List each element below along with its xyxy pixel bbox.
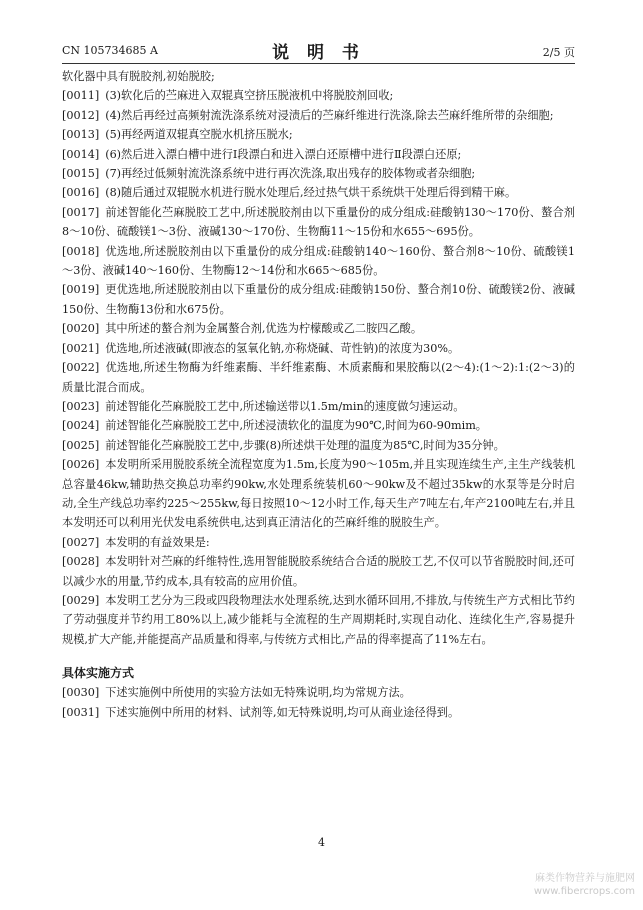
- paragraph-number: [0015]: [62, 167, 100, 181]
- paragraph-number: [0025]: [62, 438, 100, 452]
- page-indicator: 2/5 页: [542, 46, 575, 59]
- paragraph-number: [0031]: [62, 705, 100, 719]
- paragraph: [62, 533, 575, 552]
- paragraph: [62, 183, 575, 202]
- paragraph-text: 优选地,所述脱胶剂由以下重量份的成分组成:硅酸钠140～160份、螯合剂8～10份、硫酸镁1～3份、液碱140～160份、生物酶12～14份和水665～685份。: [62, 244, 575, 278]
- page-header: [62, 38, 575, 62]
- paragraph-text: (5)再经两道双辊真空脱水机挤压脱水;: [105, 128, 293, 142]
- section-heading: 具体实施方式: [62, 666, 135, 681]
- paragraph-number: [0013]: [62, 128, 100, 142]
- paragraph-text: 更优选地,所述脱胶剂由以下重量份的成分组成:硅酸钠150份、螯合剂10份、硫酸镁2份、液碱150份、生物酶13份和水675份。: [62, 283, 575, 316]
- paragraph: [62, 358, 575, 397]
- paragraph: [62, 683, 575, 702]
- paragraph: [62, 552, 575, 591]
- paragraph: [62, 67, 575, 86]
- watermark-url: www.fibercrops.com: [533, 886, 635, 897]
- watermark-name: 麻类作物营养与施肥网: [535, 873, 635, 884]
- paragraph-text: 下述实施例中所用的材料、试剂等,如无特殊说明,均可从商业途径得到。: [105, 705, 460, 719]
- paragraph-text: (6)然后进入漂白槽中进行Ⅰ段漂白和进入漂白还原槽中进行Ⅱ段漂白还原;: [105, 147, 462, 161]
- paragraph-text: 优选地,所述生物酶为纤维素酶、半纤维素酶、木质素酶和果胶酶以(2～4):(1～2):1:(2～3)的质量比混合而成。: [62, 361, 575, 394]
- paragraph-text: 其中所述的螯合剂为金属螯合剂,优选为柠檬酸或乙二胺四乙酸。: [105, 322, 423, 336]
- paragraph-number: [0020]: [62, 322, 100, 336]
- document-title: 说 明 书: [272, 43, 365, 63]
- paragraph: [62, 591, 575, 649]
- paragraph-text: 前述智能化苎麻脱胶工艺中,所述脱胶剂由以下重量份的成分组成:硅酸钠130～170份、螯合剂8～10份、硫酸镁1～3份、液碱130～170份、生物酶11～15份和水655～695份。: [62, 205, 575, 239]
- paragraph-number: [0027]: [62, 535, 100, 549]
- paragraph-number: [0016]: [62, 186, 100, 200]
- paragraph-list-after: [62, 683, 575, 722]
- paragraph: [62, 106, 575, 125]
- paragraph-number: [0023]: [62, 399, 100, 413]
- paragraph-number: [0012]: [62, 108, 100, 122]
- paragraph-number: [0014]: [62, 147, 100, 161]
- paragraph-text: (7)再经过低频射流洗涤系统中进行再次洗涤,取出残存的胶体物或者杂细胞;: [105, 167, 476, 181]
- paragraph-text: 优选地,所述液碱(即液态的氢氧化钠,亦称烧碱、苛性钠)的浓度为30%。: [105, 341, 460, 355]
- paragraph: [62, 339, 575, 358]
- paragraph-number: [0024]: [62, 419, 100, 433]
- paragraph-number: [0030]: [62, 686, 100, 700]
- paragraph-list: [62, 67, 575, 649]
- paragraph-text: 下述实施例中所使用的实验方法如无特殊说明,均为常规方法。: [105, 686, 411, 700]
- paragraph-number: [0018]: [62, 244, 100, 258]
- paragraph-text: (4)然后再经过高频射流洗涤系统对浸渍后的苎麻纤维进行洗涤,除去苎麻纤维所带的杂细胞;: [105, 108, 554, 122]
- paragraph: [62, 242, 575, 281]
- paragraph: [62, 280, 575, 319]
- paragraph-text: 本发明工艺分为三段或四段物理法水处理系统,达到水循环回用,不排放,与传统生产方式相比节约了劳动强度并节约用工80%以上,减少能耗与全流程的生产周期耗时,实现自动化、连续化生产,容易提升规模,扩大产能,并能提高产品质量和得率,与传统方式相比,产品的得率提高了11%左右。: [62, 593, 575, 646]
- paragraph-number: [0022]: [62, 361, 100, 375]
- paragraph: [62, 703, 575, 722]
- paragraph: [62, 125, 575, 144]
- paragraph-text: (3)软化后的苎麻进入双辊真空挤压脱液机中将脱胶剂回收;: [105, 89, 394, 103]
- paragraph-number: [0029]: [62, 593, 100, 607]
- paragraph: [62, 164, 575, 183]
- paragraph-text: 本发明的有益效果是:: [105, 535, 210, 549]
- paragraph-text: (8)随后通过双辊脱水机进行脱水处理后,经过热气烘干系统烘干处理后得到精干麻。: [105, 186, 517, 200]
- header-divider: [62, 63, 575, 64]
- site-watermark: [534, 872, 635, 898]
- document-body: [62, 67, 575, 722]
- paragraph-text: 前述智能化苎麻脱胶工艺中,步骤(8)所述烘干处理的温度为85℃,时间为35分钟。: [105, 438, 505, 452]
- paragraph: [62, 319, 575, 338]
- paragraph: [62, 416, 575, 435]
- paragraph-text: 前述智能化苎麻脱胶工艺中,所述浸渍软化的温度为90℃,时间为60-90mim。: [105, 419, 487, 433]
- paragraph: [62, 203, 575, 242]
- paragraph: [62, 145, 575, 164]
- paragraph-number: [0011]: [62, 89, 100, 103]
- paragraph-number: [0017]: [62, 205, 100, 219]
- paragraph-number: [0028]: [62, 555, 100, 569]
- paragraph-number: [0019]: [62, 283, 100, 297]
- patent-number: CN 105734685 A: [62, 44, 158, 57]
- paragraph: [62, 436, 575, 455]
- paragraph-text: 本发明所采用脱胶系统全流程宽度为1.5m,长度为90～105m,并且实现连续生产,主生产线装机总容量46kw,辅助热交换总功率约90kw,水处理系统装机60～90kw及不超过35kw的水泵等是分时启动,全生产线总功率约225～255kw,每日按照10～12小时工作,每天生产7吨左右,年产2100吨左右,并且本发明还可以利用光伏发电系统供电,达到真正清洁化的苎麻纤维的脱胶生产。: [62, 458, 575, 530]
- paragraph: [62, 86, 575, 105]
- paragraph-number: [0021]: [62, 341, 100, 355]
- paragraph: [62, 455, 575, 533]
- paragraph-text: 前述智能化苎麻脱胶工艺中,所述输送带以1.5m/min的速度做匀速运动。: [105, 399, 465, 413]
- page-number: 4: [318, 836, 325, 849]
- paragraph-text: 本发明针对苎麻的纤维特性,选用智能脱胶系统结合合适的脱胶工艺,不仅可以节省脱胶时间,还可以减少水的用量,节约成本,具有较高的应用价值。: [62, 555, 575, 588]
- paragraph: [62, 397, 575, 416]
- paragraph-number: [0026]: [62, 458, 100, 472]
- paragraph-text: 软化器中具有脱胶剂,初始脱胶;: [62, 70, 215, 83]
